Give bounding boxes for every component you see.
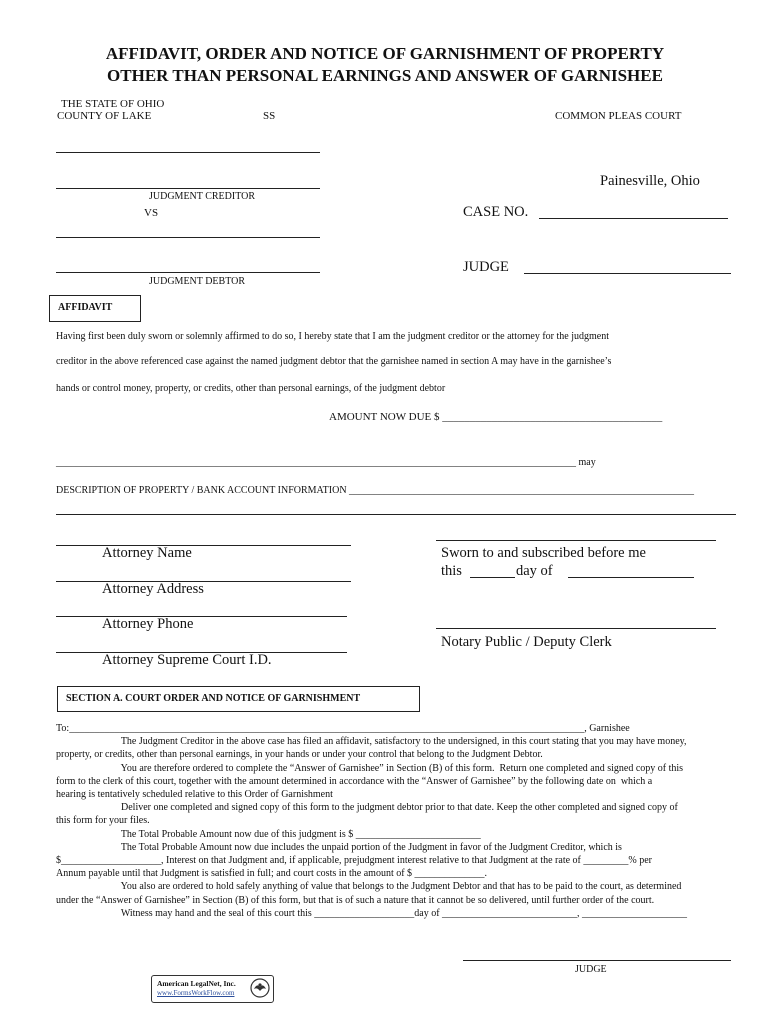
ss-label: SS <box>263 110 276 122</box>
affidavit-heading-box <box>49 295 141 322</box>
attorney-phone-label: Attorney Phone <box>102 616 194 632</box>
amount-now-due-field[interactable]: AMOUNT NOW DUE $ ________________________________________ <box>329 411 663 423</box>
judge-signature-label: JUDGE <box>575 964 607 975</box>
judge-signature-line[interactable] <box>463 960 731 961</box>
city-label: Painesville, Ohio <box>600 173 700 189</box>
court-costs-field[interactable]: Annum payable until that Judgment is satisfied in full; and court costs in the amount of $ ______________. <box>56 868 488 880</box>
section-a-line: Deliver one completed and signed copy of this form to the judgment debtor prior to that date. Keep the other completed and signed copy of <box>56 802 678 814</box>
section-a-line: form to the clerk of this court, together with the amount determined in accordance with the “Answer of Garnishee” by the following date on which a <box>56 775 653 787</box>
logo-company-name: American LegalNet, Inc. <box>157 979 236 988</box>
judge-field[interactable] <box>524 273 731 274</box>
section-a-body <box>56 722 687 920</box>
section-a-heading: SECTION A. COURT ORDER AND NOTICE OF GARNISHMENT <box>66 693 361 704</box>
affidavit-text-line-1: Having first been duly sworn or solemnly affirmed to do so, I hereby state that I am the judgment creditor or the attorney for the judgment <box>56 331 610 342</box>
creditor-name-line-1[interactable] <box>56 152 320 153</box>
section-a-line: property, or credits, other than personal earnings, in your hands or under your control that belong to the Judgment Debtor. <box>56 749 543 761</box>
this-label: this <box>441 563 462 579</box>
judgment-amount-field[interactable]: $____________________, Interest on that Judgment and, if applicable, prejudgment interest relative to that Judgment at the rate of _________% per <box>56 855 652 867</box>
section-a-line: hearing is tentatively scheduled relative to this Order of Garnishment <box>56 789 333 801</box>
affidavit-heading: AFFIDAVIT <box>58 302 113 313</box>
affidavit-text-line-2: creditor in the above referenced case against the named judgment debtor that the garnishee named in section A may have in the garnishee’s <box>56 356 612 367</box>
section-a-line: You also are ordered to hold safely anything of value that belongs to the Judgment Debtor and that has to be paid to the court, as determined <box>56 881 682 893</box>
state-label: THE STATE OF OHIO <box>61 98 165 110</box>
property-description-field[interactable]: DESCRIPTION OF PROPERTY / BANK ACCOUNT INFORMATION _____________________________________________________________________ <box>56 485 695 496</box>
sworn-month-field[interactable] <box>568 577 694 578</box>
county-label: COUNTY OF LAKE <box>57 110 152 122</box>
eagle-icon <box>250 978 270 998</box>
attorney-address-label: Attorney Address <box>102 581 204 597</box>
court-label: COMMON PLEAS COURT <box>555 110 682 122</box>
judge-label: JUDGE <box>463 259 509 275</box>
debtor-name-line-2[interactable] <box>56 272 320 273</box>
judgment-debtor-label: JUDGMENT DEBTOR <box>149 276 246 287</box>
section-a-line: The Judgment Creditor in the above case has filed an affidavit, satisfactory to the undersigned, in this court stating that you may have money, <box>56 736 687 748</box>
day-of-label: day of <box>516 563 553 579</box>
vs-label: VS <box>144 207 159 219</box>
attorney-name-label: Attorney Name <box>102 545 192 561</box>
section-a-line: The Total Probable Amount now due includes the unpaid portion of the Judgment in favor of the Judgment Creditor, which is <box>56 841 622 853</box>
section-a-line: this form for your files. <box>56 815 150 827</box>
attorney-name-line[interactable] <box>56 545 351 546</box>
sworn-signature-line[interactable] <box>436 540 716 541</box>
total-probable-amount-field[interactable]: The Total Probable Amount now due of this judgment is $ _________________________ <box>56 828 481 840</box>
section-a-line: You are therefore ordered to complete the “Answer of Garnishee” in Section (B) of this form. Return one completed and signed copy of this <box>56 762 684 774</box>
debtor-name-line-1[interactable] <box>56 237 320 238</box>
case-no-field[interactable] <box>539 218 728 219</box>
form-title-line-1: AFFIDAVIT, ORDER AND NOTICE OF GARNISHMENT OF PROPERTY <box>105 44 665 63</box>
judgment-creditor-label: JUDGMENT CREDITOR <box>149 191 256 202</box>
sworn-day-field[interactable] <box>470 577 515 578</box>
affidavit-text-line-3: hands or control money, property, or credits, other than personal earnings, of the judgment debtor <box>56 383 446 394</box>
notary-label: Notary Public / Deputy Clerk <box>441 634 612 650</box>
notary-signature-line[interactable] <box>436 628 716 629</box>
may-line-field[interactable]: ________________________________________________________________________________________________________ may <box>56 457 596 468</box>
logo-website-link[interactable]: www.FormsWorkFlow.com <box>157 989 235 997</box>
section-a-line: under the “Answer of Garnishee” in Section (B) of this form, but that is of such a nature that it cannot be so delivered, until further order of the court. <box>56 894 655 906</box>
witness-date-field[interactable]: Witness may hand and the seal of this court this ____________________day of ___________________________, _____________________ <box>56 907 688 919</box>
creditor-name-line-2[interactable] <box>56 188 320 189</box>
property-description-line-2[interactable] <box>56 514 736 515</box>
garnishee-to-field[interactable]: To:_______________________________________________________________________________________________________, Garnishee <box>56 723 630 734</box>
attorney-phone-line[interactable] <box>56 616 347 617</box>
attorney-id-label: Attorney Supreme Court I.D. <box>102 652 272 668</box>
form-title-line-2: OTHER THAN PERSONAL EARNINGS AND ANSWER OF GARNISHEE <box>107 66 663 85</box>
case-no-label: CASE NO. <box>463 204 529 220</box>
publisher-logo <box>151 975 274 1003</box>
sworn-label: Sworn to and subscribed before me <box>441 545 646 561</box>
section-a-heading-box <box>57 686 420 712</box>
